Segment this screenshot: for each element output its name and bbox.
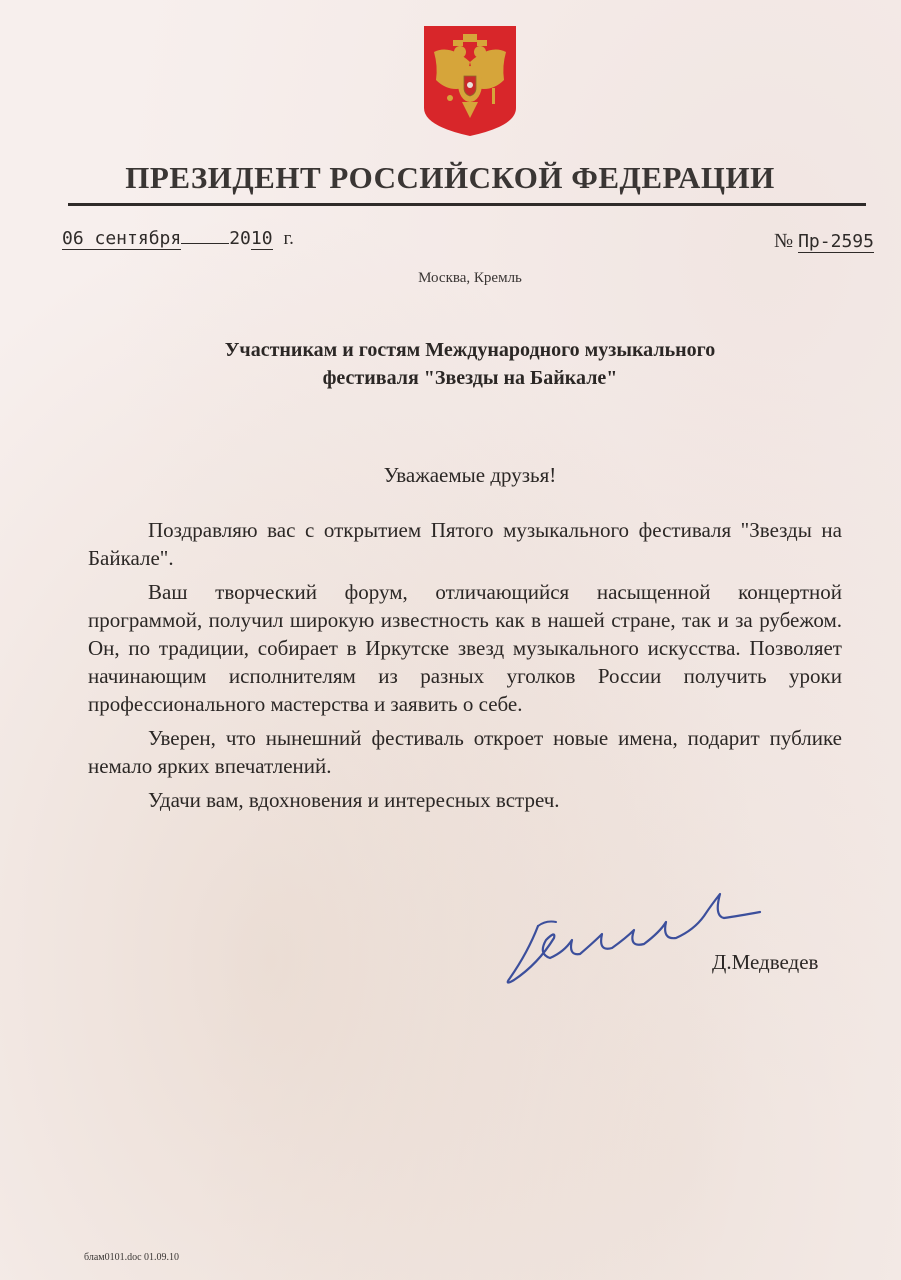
date-year-suffix: 10 bbox=[250, 228, 273, 249]
paragraph: Поздравляю вас с открытием Пятого музыкального фестиваля "Звезды на Байкале". bbox=[88, 518, 842, 570]
file-reference: блам0101.doc 01.09.10 bbox=[84, 1252, 180, 1263]
greeting: Уважаемые друзья! bbox=[383, 463, 557, 487]
document-date bbox=[62, 228, 294, 250]
date-underline-gap bbox=[181, 243, 229, 244]
document-header-title: ПРЕЗИДЕНТ РОССИЙСКОЙ ФЕДЕРАЦИИ bbox=[125, 160, 775, 195]
document-number bbox=[774, 230, 874, 253]
paragraph: Ваш творческий форум, отличающийся насыщенной концертной программой, получил широкую известность как в нашей стране, так и за рубежом. Он, по традиции, собирает в Иркутске звезд музыкального искусства. Позволяет начинающим исполнителям из разных уголков России получить уроки профессионального мастерства и заявить о себе. bbox=[88, 580, 842, 716]
handwritten-signature bbox=[498, 882, 768, 992]
signer-name: Д.Медведев bbox=[712, 950, 819, 974]
number-label: № bbox=[774, 230, 794, 252]
date-day-month: 06 сентября bbox=[62, 228, 182, 249]
addressee-line-1: Участникам и гостям Международного музыкального bbox=[224, 339, 716, 361]
date-year-label: г. bbox=[283, 228, 294, 249]
addressee bbox=[100, 336, 840, 392]
number-value: Пр-2595 bbox=[798, 231, 874, 252]
date-year-prefix: 20 bbox=[229, 228, 251, 249]
issue-place: Москва, Кремль bbox=[418, 270, 522, 286]
russian-coat-of-arms-icon bbox=[420, 22, 520, 138]
letter-body bbox=[88, 516, 842, 820]
header-divider bbox=[68, 203, 866, 206]
paragraph: Удачи вам, вдохновения и интересных встреч. bbox=[148, 788, 560, 812]
addressee-line-2: фестиваля "Звезды на Байкале" bbox=[322, 367, 618, 389]
paragraph: Уверен, что нынешний фестиваль откроет новые имена, подарит публике немало ярких впечатлений. bbox=[88, 726, 842, 778]
